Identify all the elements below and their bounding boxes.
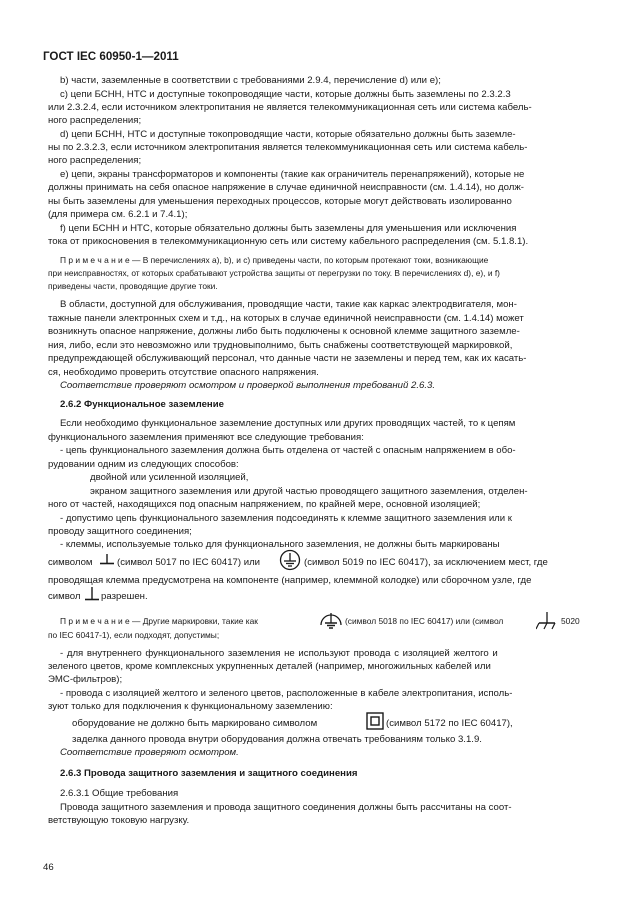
text-line: оборудование не должно быть маркировано символом [72,718,318,729]
note-line: П р и м е ч а н и е — Другие маркировки, такие как [60,616,258,626]
text-line: заделка данного провода внутри оборудования должна отвечать требованиям только 3.1.9. [72,734,482,745]
text-line: Провода защитного заземления и провода защитного соединения должны быть рассчитаны на соот- [60,802,512,813]
text-line: ся, необходимо проверить отсутствие опасного напряжения. [48,367,319,378]
noiseless-earth-symbol-icon [319,610,343,632]
text-line: с) цепи БСНН, НТС и доступные токопроводящие части, которые должны быть заземлены по 2.3.2.3 [60,89,511,100]
text-line: f) цепи БСНН и НТС, которые обязательно должны быть заземлены для уменьшения или исключения [60,223,517,234]
text-line: - провода с изоляцией желтого и зеленого цветов, расположенные в кабеле электропитания, исполь- [60,688,513,699]
text-line: двойной или усиленной изоляцией, [90,472,249,483]
text-line: возникнуть опасное напряжение, должны либо быть подключены к основной клемме защитного заземле- [48,326,520,337]
text-line: - для внутреннего функционального заземления не используют провода с изоляцией желтого и [60,648,498,659]
earth-symbol-icon [84,586,100,604]
note-line: (символ 5018 по IEC 60417) или (символ [345,616,504,626]
text-line: ного распределения; [48,115,142,126]
text-line: тажные панели электронных схем и т.д., на которых в случае единичной неисправности (см. 1.4.14) может [48,313,524,324]
text-line: разрешен. [101,591,148,602]
text-line: - клеммы, используемые только для функционального заземления, не должны быть маркированы [60,539,500,550]
text-line: зеленого цветов, кроме комплексных укрупненных деталей (например, многожильных кабелей или [48,661,491,672]
text-line: символ [48,591,81,602]
text-line: (символ 5017 по IEC 60417) или [117,557,261,568]
text-line: символом [48,557,93,568]
section-heading: 2.6.2 Функциональное заземление [60,399,224,410]
text-line: проводу защитного соединения; [48,526,192,537]
text-line: ного распределения; [48,155,142,166]
text-line: (символ 5019 по IEC 60417), за исключением мест, где [304,557,548,568]
text-line: ны быть заземлены для уменьшения переходных процессов, которые могут действовать изолированно [48,196,512,207]
text-line: рудовании одним из следующих способов: [48,459,239,470]
text-line: зуют только для подключения к функциональному заземлению: [48,701,333,712]
note-line: по IEC 60417-1), если подходят, допустимы; [48,630,220,640]
text-line: тока от прикосновения в телекоммуникационную сеть или систему кабельного распределения (см. 5.1.8.1). [48,236,529,247]
text-line: В области, доступной для обслуживания, проводящие части, такие как каркас электродвигателя, мон- [60,299,517,310]
chassis-symbol-icon [536,611,558,631]
text-line: ны по 2.3.2.3, если источником электропитания является телекоммуникационная сеть или система кабель- [48,142,528,153]
text-line: е) цепи, экраны трансформаторов и компоненты (такие как ограничитель перенапряжений), которые не [60,169,525,180]
text-line: ветствующую токовую нагрузку. [48,815,190,826]
compliance-line: Соответствие проверяют осмотром. [60,747,239,758]
subsection-heading: 2.6.3.1 Общие требования [60,788,179,799]
text-line: Если необходимо функциональное заземление доступных или других проводящих частей, то к цепям [60,418,516,429]
text-line: функционального заземления применяют все следующие требования: [48,432,364,443]
note-line: приведены части, проводящие другие токи. [48,281,218,291]
text-line: b) части, заземленные в соответствии с требованиями 2.9.4, перечисление d) или е); [60,75,441,86]
note-line: 5020 [561,616,580,626]
text-line: или 2.3.2.4, если источником электропитания не является телекоммуникационная сеть или система кабель- [48,102,532,113]
protective-earth-symbol-icon [279,549,301,571]
text-line: ного от частей, находящихся под опасным напряжением, по крайней мере, основной изоляцией; [48,499,481,510]
earth-symbol-icon [99,553,115,569]
page-header: ГОСТ IEC 60950-1—2011 [43,50,179,63]
note-line: при неисправностях, от которых срабатывают устройства защиты от перегрузки по току. В перечислениях d), е), и f) [48,268,500,278]
note-line: П р и м е ч а н и е — В перечислениях а), b), и с) приведены части, по которым протекают токи, возникающие [60,255,489,265]
text-line: - цепь функционального заземления должна быть отделена от частей с опасным напряжением в обо- [60,445,516,456]
text-line: (для примера см. 6.2.1 и 7.4.1); [48,209,188,220]
compliance-line: Соответствие проверяют осмотром и проверкой выполнения требований 2.6.3. [60,380,436,391]
text-line: (символ 5172 по IEC 60417), [386,718,513,729]
section-heading: 2.6.3 Провода защитного заземления и защитного соединения [60,768,358,779]
text-line: проводящая клемма предусмотрена на компоненте (например, клеммной колодке) или сборочном узле, где [48,575,532,586]
page-number: 46 [43,862,54,873]
text-line: d) цепи БСНН, НТС и доступные токопроводящие части, которые обязательно должны быть заземле- [60,129,516,140]
text-line: ния, либо, если это невозможно или трудновыполнимо, быть снабжены соответствующей маркировкой, [48,340,513,351]
text-line: - допустимо цепь функционального заземления подсоединять к клемме защитного заземления или к [60,513,512,524]
text-line: ЭМС-фильтров); [48,674,123,685]
text-line: предупреждающей обслуживающий персонал, что данные части не заземлены и перед тем, как их касать- [48,353,527,364]
text-line: должны принимать на себя опасное напряжение в случае единичной неисправности (см. 1.4.14), но долж- [48,182,524,193]
text-line: экраном защитного заземления или другой частью проводящего защитного заземления, отделен- [90,486,528,497]
class-ii-symbol-icon [366,712,384,730]
